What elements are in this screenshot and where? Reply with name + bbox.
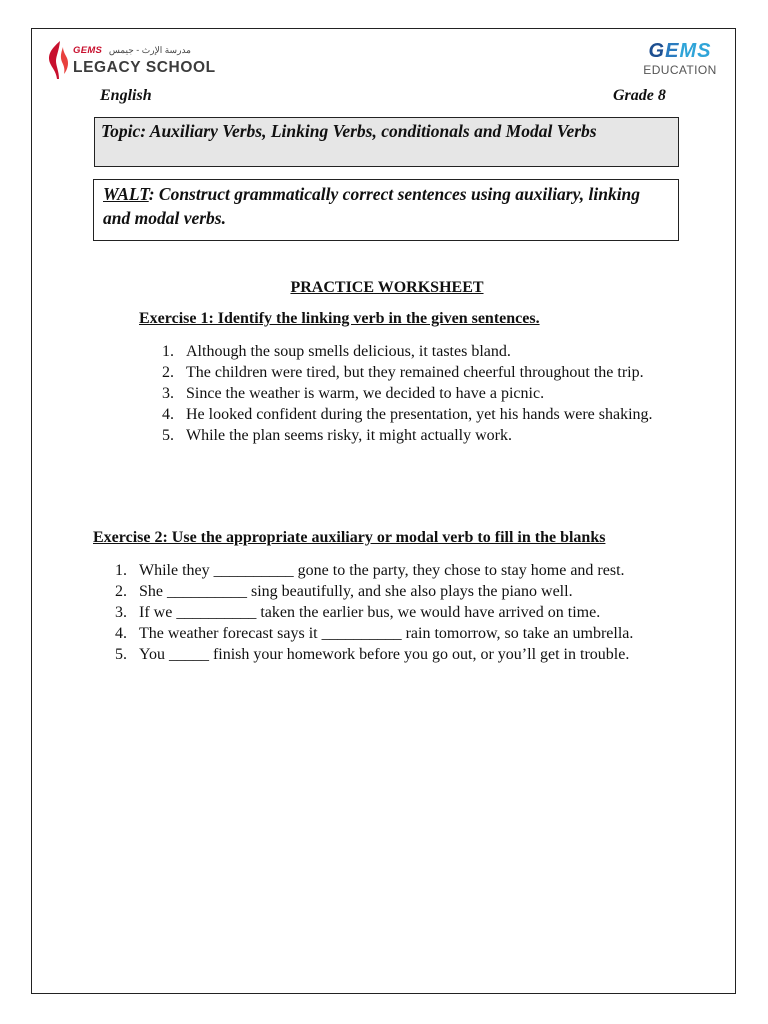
page-border [31,28,736,994]
exercise1-list [162,341,675,446]
list-item: 5. You _____ finish your homework before you go out, or you’ll get in trouble. [115,646,630,663]
list-item: 2. The children were tired, but they remained cheerful throughout the trip. [162,364,644,381]
flame-logo-icon [47,41,71,79]
list-item: 3. If we __________ taken the earlier bus, we would have arrived on time. [115,604,601,621]
gems-education-brand: GEMS [648,40,712,62]
list-item: 2. She __________ sing beautifully, and she also plays the piano well. [115,583,573,600]
school-brand: GEMS [73,45,103,56]
gems-education-logo [640,40,720,80]
exercise2-list [115,560,675,665]
topic-text: Topic: Auxiliary Verbs, Linking Verbs, conditionals and Modal Verbs [101,121,597,141]
walt-text: : Construct grammatically correct sentences using auxiliary, linking and modal verbs. [103,184,641,228]
list-item: 1. Although the soup smells delicious, it tastes bland. [162,343,511,360]
school-brand-row [73,45,191,56]
list-item: 5. While the plan seems risky, it might actually work. [162,427,512,444]
walt-label: WALT [103,184,149,204]
topic-box [94,117,679,167]
list-item: 4. He looked confident during the presentation, yet his hands were shaking. [162,406,653,423]
list-item: 4. The weather forecast says it __________ rain tomorrow, so take an umbrella. [115,625,634,642]
worksheet-title: PRACTICE WORKSHEET [290,279,484,296]
subject-label: English [100,87,152,104]
school-arabic-name: مدرسة الإرث - جيمس [108,45,191,55]
list-item: 1. While they __________ gone to the party, they chose to stay home and rest. [115,562,625,579]
grade-label: Grade 8 [613,87,666,104]
list-item: 3. Since the weather is warm, we decided to have a picnic. [162,385,545,402]
school-logo [47,41,217,81]
school-name: LEGACY SCHOOL [73,59,216,76]
exercise2-title: Exercise 2: Use the appropriate auxiliary or modal verb to fill in the blanks [93,529,606,546]
walt-box [93,179,679,241]
exercise1-title: Exercise 1: Identify the linking verb in the given sentences. [139,310,540,327]
education-label: EDUCATION [643,63,717,77]
